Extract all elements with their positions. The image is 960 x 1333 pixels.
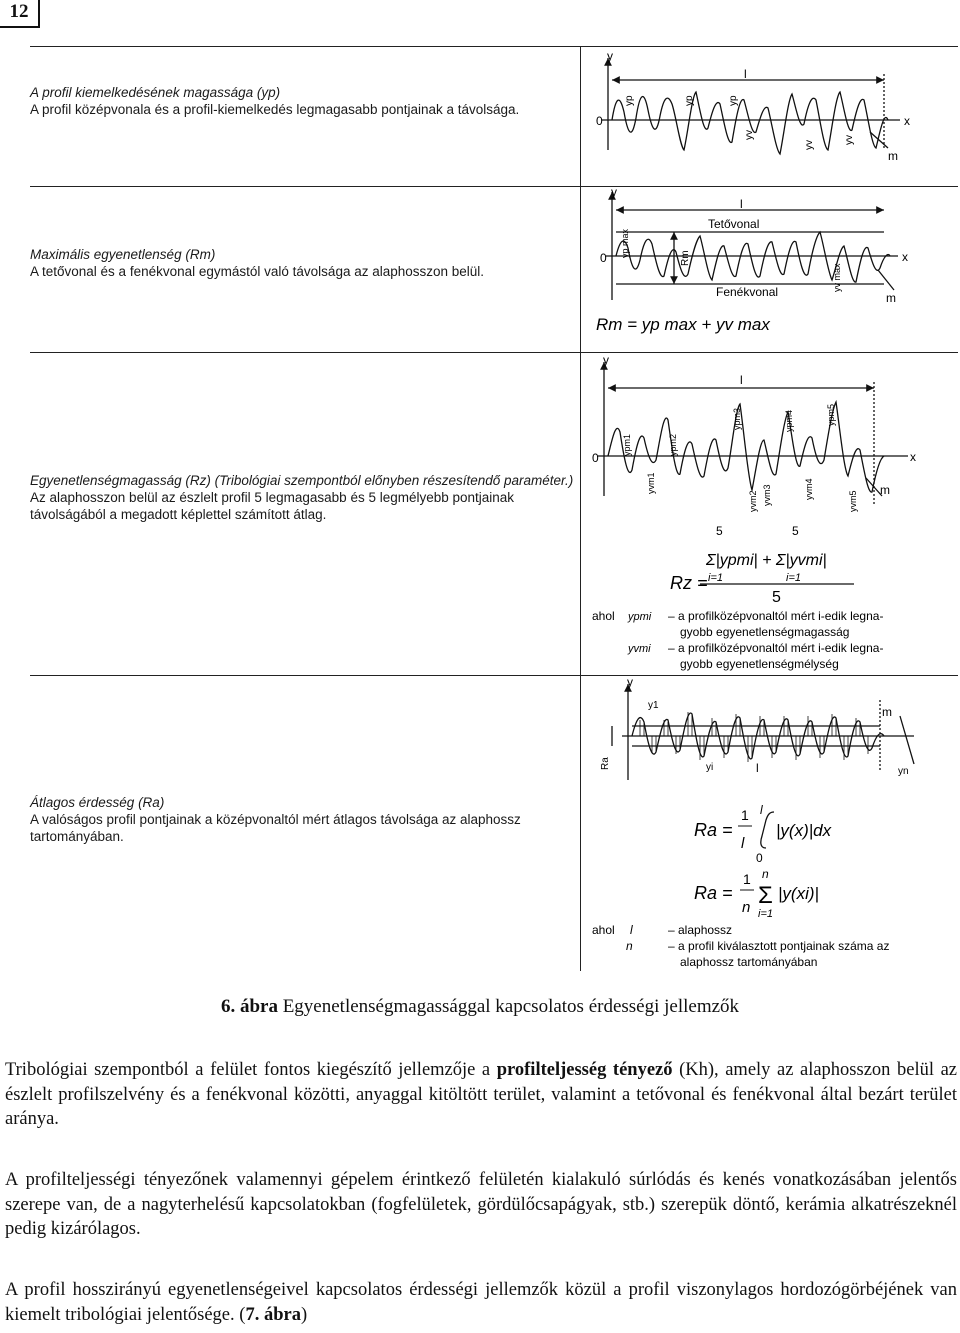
figure-rz bbox=[598, 362, 908, 505]
length-label: l bbox=[756, 761, 759, 775]
line-m-label: m bbox=[880, 483, 890, 497]
yvm5-label: yvm5 bbox=[848, 490, 858, 512]
rz-formula-lhs: Rz = bbox=[670, 573, 708, 593]
axis-y-label: y bbox=[611, 185, 617, 199]
ra-sum-body: |y(xi)| bbox=[778, 884, 819, 903]
yp-label: yp bbox=[684, 95, 695, 106]
definition-text: A profil középvonala és a profil-kiemelkedés legmagasabb pontjainak a távolsága. bbox=[30, 102, 520, 117]
ra-fraction-denominator: l bbox=[741, 835, 745, 852]
paragraph-text: (Kh), amely az alaphosszon belül az észlelt profilszelvény és a fenékvonal közötti, anyaggal kitöltött terület, valamint a tetővonal és fenékvonal által bezárt terület aránya. bbox=[5, 1060, 957, 1129]
rz-legend bbox=[592, 609, 883, 671]
ra-sum-formula bbox=[694, 867, 819, 920]
legend-ahol: ahol bbox=[592, 923, 615, 937]
figure-caption-text: Egyenetlenségmagassággal kapcsolatos érdességi jellemzők bbox=[277, 996, 740, 1017]
page-number: 12 bbox=[0, 0, 40, 28]
ra-formula-lhs: Ra = bbox=[694, 820, 733, 840]
ra-hatching bbox=[640, 712, 868, 762]
ra-label: Ra bbox=[600, 757, 611, 770]
sum-lower: i=1 bbox=[758, 908, 773, 920]
legend-text: – a profil kiválasztott pontjainak száma az bbox=[668, 939, 890, 953]
definition-text: Az alaphosszon belül az észlelt profil 5 legmagasabb és 5 legmélyebb pontjainak távolságából a megadott képlettel számított átlag. bbox=[30, 490, 515, 522]
legend-symbol: ypmi bbox=[628, 611, 652, 623]
ra-integral-body: |y(x)|dx bbox=[776, 821, 832, 840]
legend-symbol: yvmi bbox=[628, 643, 651, 655]
sum-sign-icon: Σ bbox=[758, 882, 773, 909]
ypm2-label: ypm2 bbox=[668, 433, 678, 456]
legend-text: – a profilközépvonaltól mért i-edik legna- bbox=[668, 641, 884, 655]
ra-integral-formula bbox=[694, 803, 832, 865]
figure-caption bbox=[0, 996, 960, 1018]
ypm4-label: ypm4 bbox=[784, 409, 794, 432]
length-label: l bbox=[740, 373, 743, 387]
legend-ahol: ahol bbox=[592, 609, 615, 623]
yv-label: yv bbox=[804, 140, 815, 150]
bottom-line-label: Fenékvonal bbox=[716, 285, 779, 299]
ra-fraction-denominator: n bbox=[742, 899, 751, 916]
paragraph-bold-term: profilteljesség tényező bbox=[496, 1060, 673, 1080]
paragraph-text: A profil hosszirányú egyenetlenségeivel kapcsolatos érdességi jellemzők közül a profil viszonylagos hordozógörbéjének van kiemelt tribológiai jelentősége. ( bbox=[5, 1280, 957, 1325]
axis-origin-label: 0 bbox=[600, 251, 607, 265]
legend-text: – a profilközépvonaltól mért i-edik legna- bbox=[668, 609, 884, 623]
body-paragraph bbox=[5, 1278, 957, 1327]
ra-formula-lhs: Ra = bbox=[694, 883, 733, 903]
axis-x-label: x bbox=[902, 250, 908, 264]
paragraph-text: A profilteljességi tényezőnek valamennyi gépelem érintkező felületén kialakuló súrlódás és kenés vonatkozásában jelentős szerepe van, de a nagyterhelésű kapcsolatokban (fogfelületek, gördülőcsapágyak, stb.) szerepük döntő, kerámia alkatrészeknél pedig kizárólagos. bbox=[5, 1170, 957, 1239]
definition-title: Maximális egyenetlenség (Rm) bbox=[30, 247, 216, 262]
paragraph-text: Tribológiai szempontból a felület fontos kiegészítő jellemzője a bbox=[5, 1060, 497, 1080]
rm-label: Rm bbox=[680, 250, 691, 266]
figure-rm bbox=[606, 192, 898, 300]
legend-text: – alaphossz bbox=[668, 923, 733, 937]
definition-title: A profil kiemelkedésének magassága (yp) bbox=[30, 85, 281, 100]
yp-label: yp bbox=[728, 95, 739, 106]
y1-label: y1 bbox=[648, 700, 659, 711]
line-m-label: m bbox=[888, 149, 898, 163]
ypm3-label: ypm3 bbox=[732, 407, 742, 430]
yvm3-label: yvm3 bbox=[762, 484, 772, 506]
length-label: l bbox=[740, 197, 743, 211]
yn-label: yn bbox=[898, 766, 909, 777]
paragraph-bold-term: 7. ábra bbox=[245, 1304, 301, 1325]
line-m-label: m bbox=[886, 291, 896, 305]
rz-denominator: 5 bbox=[772, 589, 781, 606]
rm-formula: Rm = yp max + yv max bbox=[596, 315, 770, 334]
axis-x-label: x bbox=[910, 450, 916, 464]
yvm4-label: yvm4 bbox=[804, 478, 814, 500]
yp-label: yp bbox=[624, 95, 635, 106]
rz-formula bbox=[670, 524, 854, 606]
axis-y-label: y bbox=[627, 675, 633, 689]
yi-label: yi bbox=[706, 762, 714, 773]
axis-origin-label: 0 bbox=[592, 451, 599, 465]
legend-text: gyobb egyenetlenségmagasság bbox=[680, 625, 850, 639]
rz-sum-upper: 5 bbox=[792, 524, 799, 538]
ra-legend bbox=[592, 923, 889, 969]
axis-x-label: x bbox=[904, 114, 910, 128]
profile-curve bbox=[616, 232, 890, 282]
integral-upper: l bbox=[760, 803, 763, 817]
definition-text: A valóságos profil pontjainak a középvonaltól mért átlagos távolsága az alaphossz tartományában. bbox=[30, 812, 521, 844]
definition-text: A tetővonal és a fenékvonal egymástól való távolsága az alaphosszon belül. bbox=[30, 264, 485, 279]
line-m-label: m bbox=[882, 705, 892, 719]
sum-upper: n bbox=[762, 867, 769, 881]
length-label: l bbox=[744, 67, 747, 81]
yvm2-label: yvm2 bbox=[748, 490, 758, 512]
axis-origin-label: 0 bbox=[596, 114, 603, 128]
axis-y-label: y bbox=[603, 353, 609, 367]
yvm1-label: yvm1 bbox=[646, 472, 656, 494]
rz-sum-upper: 5 bbox=[716, 524, 723, 538]
figure-caption-label: 6. ábra bbox=[220, 996, 278, 1017]
paragraph-text: ) bbox=[300, 1304, 308, 1325]
body-paragraph bbox=[5, 1058, 957, 1132]
ypm5-label: ypm5 bbox=[826, 403, 836, 426]
definition-title: Átlagos érdesség (Ra) bbox=[30, 795, 165, 810]
figure-ra bbox=[612, 684, 914, 780]
yv-label: yv bbox=[844, 135, 855, 145]
yv-label: yv bbox=[744, 130, 755, 140]
legend-text: gyobb egyenetlenségmélység bbox=[680, 657, 839, 671]
legend-text: alaphossz tartományában bbox=[680, 955, 818, 969]
yv-max-label: yv max bbox=[832, 263, 842, 292]
ypm1-label: ypm1 bbox=[622, 433, 632, 456]
rz-sum-lower: i=1 bbox=[786, 572, 801, 584]
top-line-label: Tetővonal bbox=[708, 217, 760, 231]
body-paragraph bbox=[5, 1168, 957, 1242]
legend-symbol: n bbox=[626, 939, 633, 953]
legend-symbol: l bbox=[630, 923, 633, 937]
rz-sum-lower: i=1 bbox=[708, 572, 723, 584]
yp-max-label: yp max bbox=[620, 228, 630, 258]
ra-fraction-numerator: 1 bbox=[743, 871, 751, 887]
rz-numerator: Σ|ypmi| + Σ|yvmi| bbox=[706, 552, 827, 569]
ra-fraction-numerator: 1 bbox=[741, 807, 749, 823]
definition-title: Egyenetlenségmagasság (Rz) (Tribológiai szempontból előnyben részesítendő paraméter.) bbox=[30, 473, 574, 488]
axis-y-label: y bbox=[607, 49, 613, 63]
integral-lower: 0 bbox=[756, 851, 763, 865]
